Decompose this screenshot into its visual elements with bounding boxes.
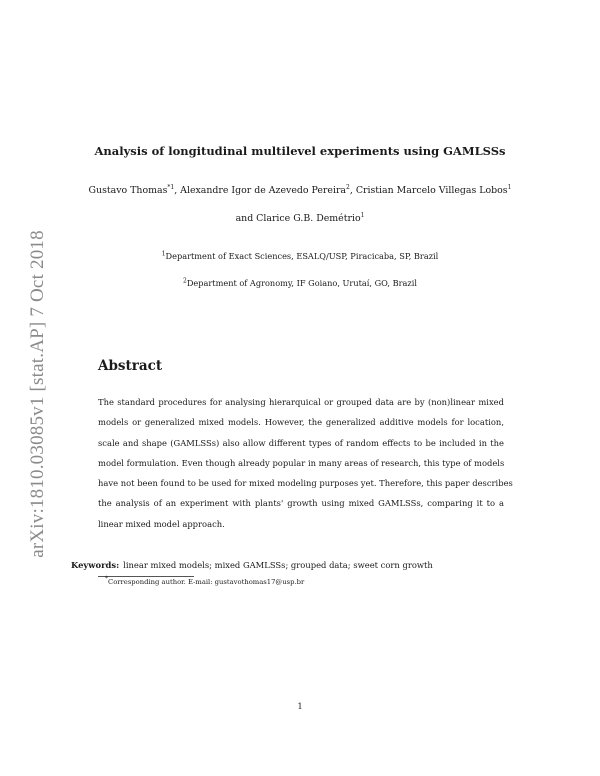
affiliation-1: [0, 251, 600, 261]
keywords-text: linear mixed models; mixed GAMLSSs; grouped data; sweet corn growth: [123, 560, 433, 570]
author-name-thomas: Gustavo Thomas: [88, 185, 168, 196]
author-affiliation-marker: 1: [507, 183, 512, 191]
arxiv-identifier-stamp: arXiv:1810.03085v1 [stat.AP] 7 Oct 2018: [27, 230, 48, 558]
affiliation-2: [0, 278, 600, 288]
author-affiliation-marker: 2: [346, 183, 350, 191]
affiliation-text: Department of Exact Sciences, ESALQ/USP, Piracicaba, SP, Brazil: [165, 251, 439, 261]
abstract-line: scale and shape (GAMLSSs) also allow different types of random effects to be included in the: [98, 437, 504, 448]
author-name-demetrio: and Clarice G.B. Demétrio: [235, 213, 361, 224]
footnote: [105, 575, 305, 586]
keywords-label: Keywords:: [71, 560, 120, 570]
abstract-line: linear mixed model approach.: [98, 518, 225, 529]
affiliation-marker: 1: [161, 250, 166, 258]
abstract-line: model formulation. Even though already popular in many areas of research, this type of models: [98, 457, 505, 468]
footnote-marker: *: [105, 575, 108, 583]
footnote-text: Corresponding author. E-mail: gustavothomas17@usp.br: [108, 578, 305, 586]
author-name-lobos: , Cristian Marcelo Villegas Lobos: [349, 185, 508, 196]
affiliation-text: Department of Agronomy, IF Goiano, Urutaí, GO, Brazil: [186, 278, 417, 288]
keywords: [71, 560, 433, 570]
author-list-continued: [0, 213, 600, 225]
author-affiliation-marker: 1: [360, 211, 365, 219]
author-affiliation-marker: *1: [167, 183, 175, 191]
author-name-pereira: , Alexandre Igor de Azevedo Pereira: [174, 185, 347, 196]
author-list: [0, 185, 600, 197]
abstract-body: [98, 392, 513, 534]
abstract-line: have not been found to be used for mixed modeling purposes yet. Therefore, this paper describes: [98, 478, 513, 489]
abstract-heading: Abstract: [98, 358, 163, 374]
abstract-line: The standard procedures for analysing hierarquical or grouped data are by (non)linear mixed: [98, 397, 504, 407]
page-number: 1: [297, 701, 303, 711]
abstract-line: the analysis of an experiment with plants' growth using mixed GAMLSSs, comparing it to a: [98, 498, 504, 509]
abstract-line: models or generalized mixed models. However, the generalized additive models for location,: [98, 417, 504, 428]
footnote-divider: [98, 576, 194, 577]
affiliation-marker: 2: [183, 277, 187, 285]
paper-title: Analysis of longitudinal multilevel experiments using GAMLSSs: [94, 144, 506, 158]
